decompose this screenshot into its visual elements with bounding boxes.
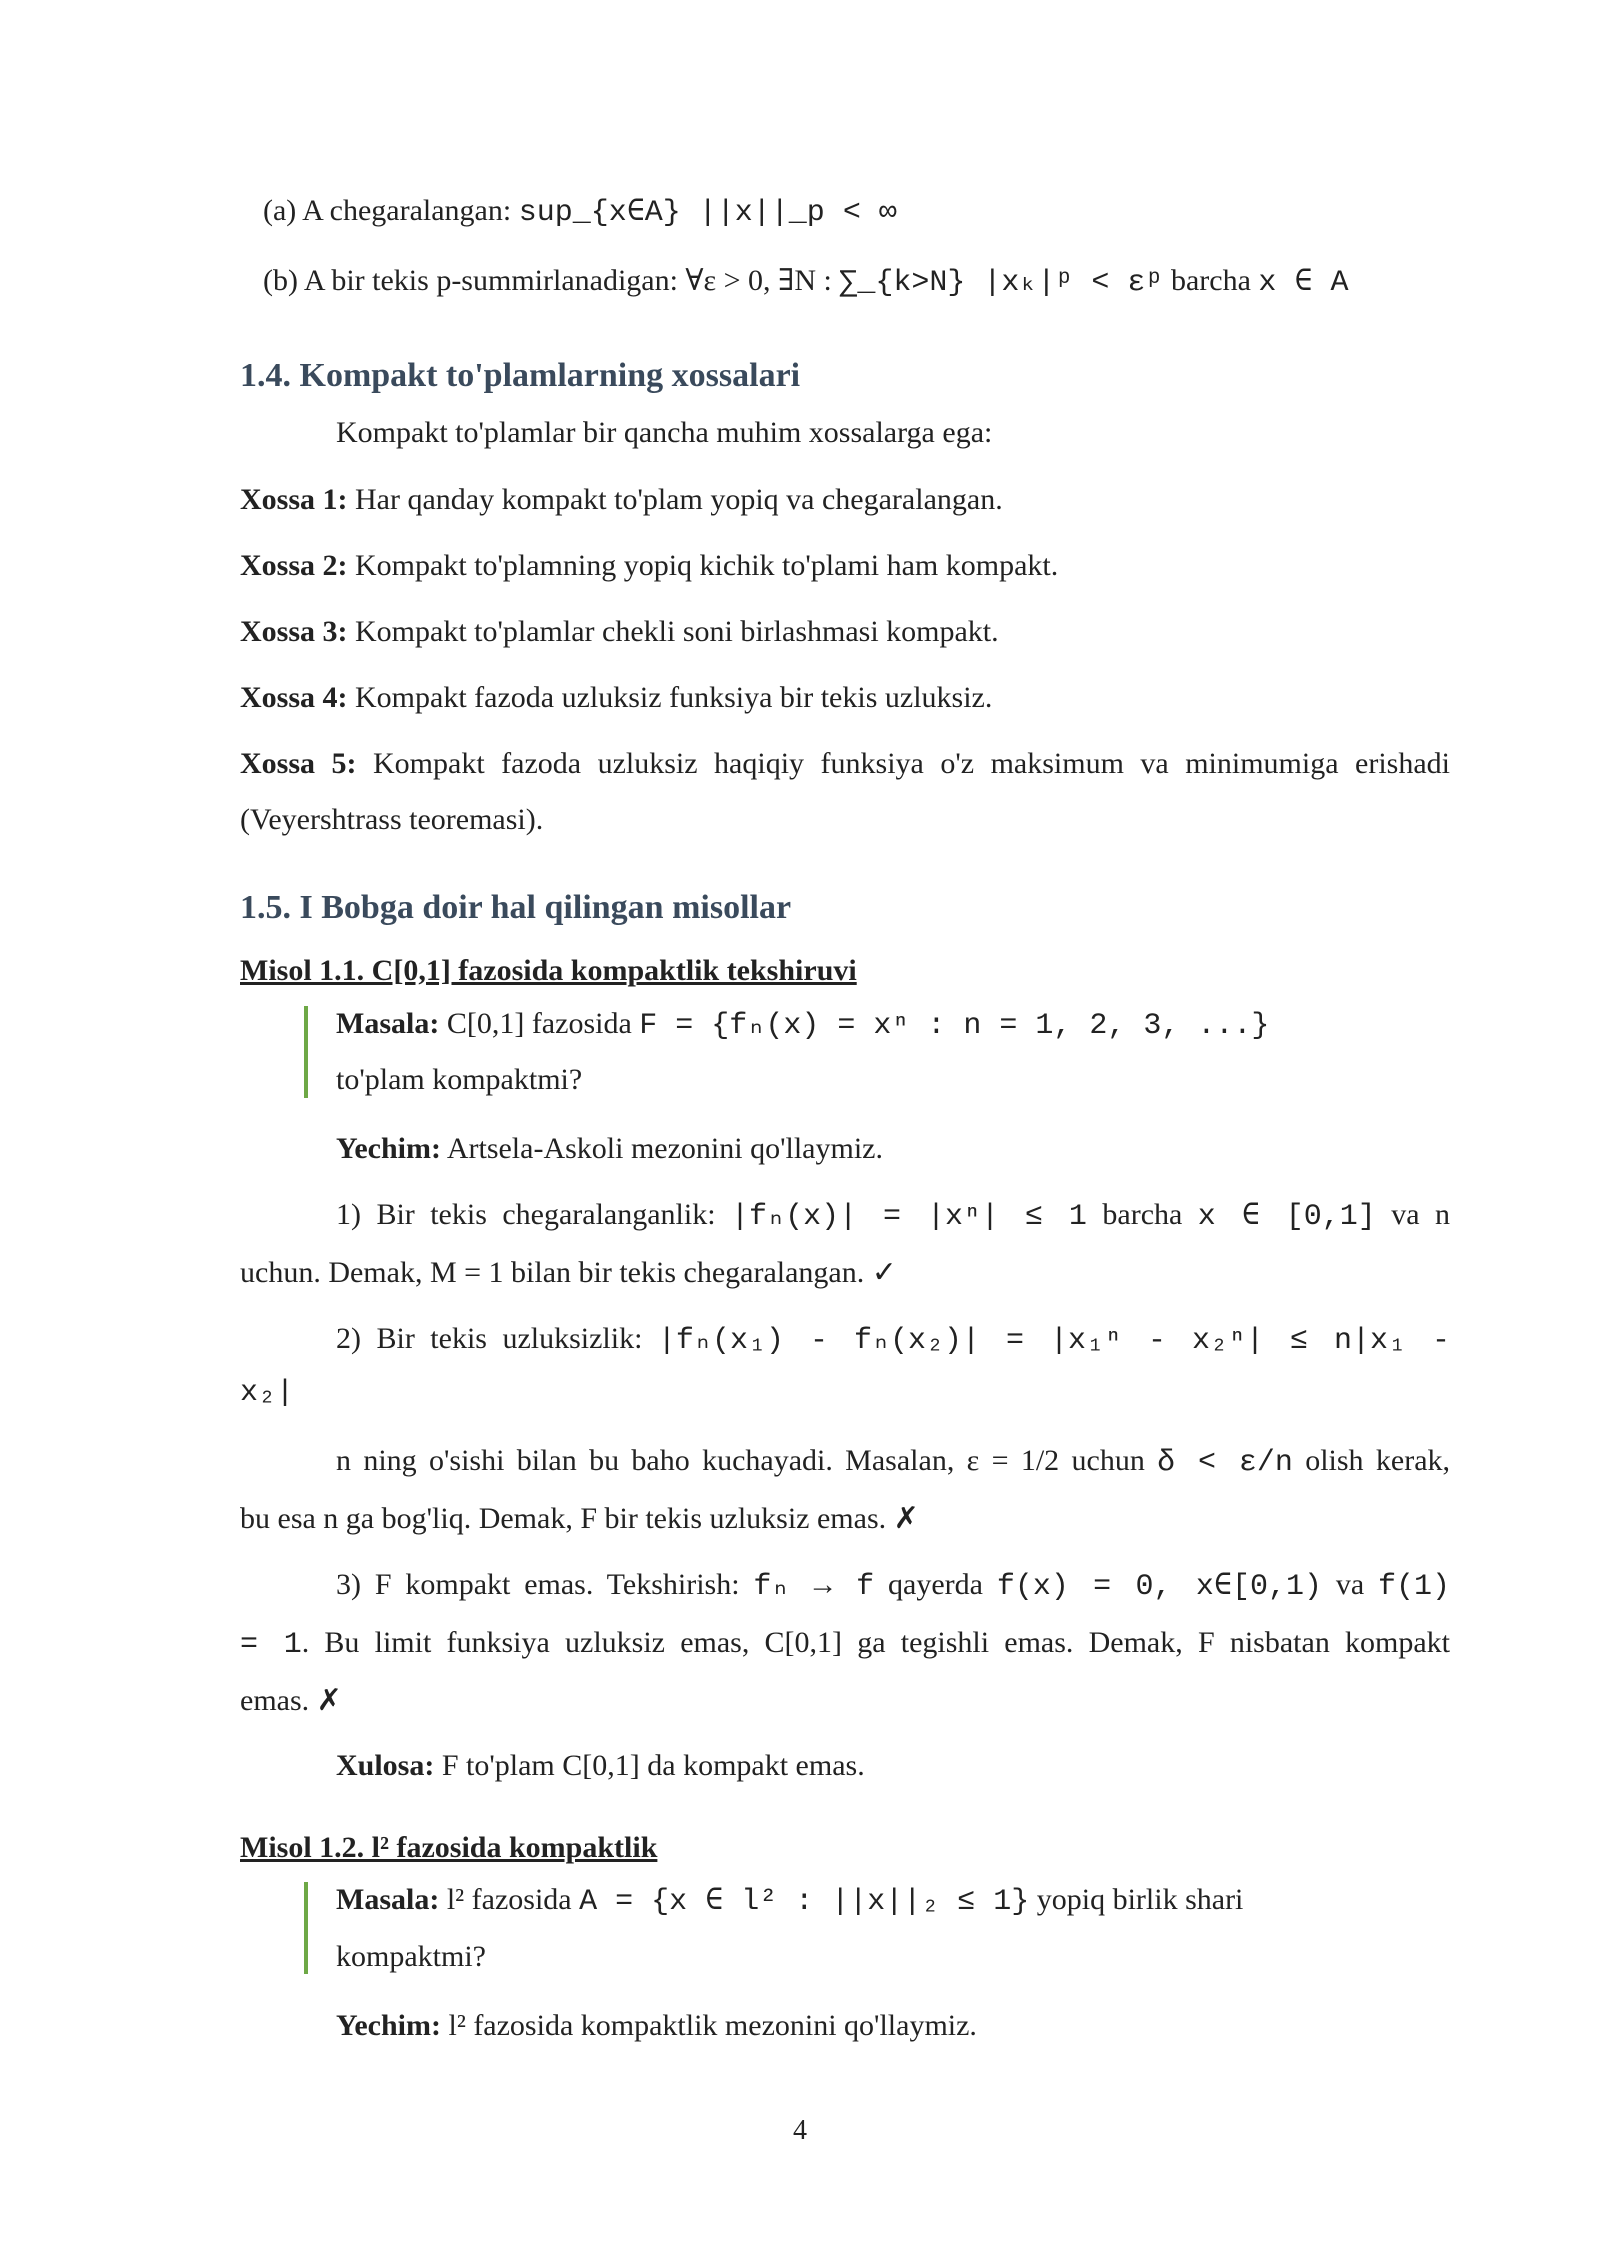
solution-text: l² fazosida kompaktlik mezonini qo'llaymiz. (440, 2009, 977, 2042)
step-2-continuation: x₂| (240, 1376, 295, 1410)
item-b-label: (b) A bir tekis p-summirlanadigan: ∀ε > 0, ∃N : (263, 264, 840, 297)
step-3-text: 3) F kompakt emas. Tekshirish: (336, 1568, 754, 1601)
example-2-problem (336, 1880, 1243, 1922)
problem-text: l² fazosida (439, 1883, 580, 1916)
conclusion-label: Xulosa: (336, 1749, 435, 1782)
property-4 (240, 678, 992, 718)
solution-label: Yechim: (336, 2009, 441, 2042)
property-text: Kompakt to'plamlar chekli soni birlashmasi kompakt. (347, 615, 999, 648)
step-1-text: 1) Bir tekis chegaralanganlik: (336, 1198, 732, 1231)
item-a-label: (a) A chegaralangan: (263, 194, 519, 227)
problem-label: Masala: (336, 1883, 440, 1916)
problem-formula: F = {fₙ(x) = xⁿ : n = 1, 2, 3, ...} (639, 1009, 1270, 1043)
property-text: Kompakt fazoda uzluksiz funksiya bir tekis uzluksiz. (347, 681, 993, 714)
step-2-remark-formula: δ < ε/n (1157, 1446, 1293, 1480)
step-2-remark-text: n ning o'sishi bilan bu baho kuchayadi. Masalan, ε = 1/2 uchun (336, 1444, 1158, 1477)
problem-label: Masala: (336, 1007, 440, 1040)
property-1 (240, 480, 1003, 520)
step-3-line2-formula: = 1 (240, 1628, 302, 1662)
property-label: Xossa 3: (240, 615, 348, 648)
step-3-formula3: f(1) (1377, 1570, 1450, 1604)
step-1 (336, 1195, 1450, 1237)
problem-accent-bar (304, 1006, 308, 1098)
step-3-formula2: f(x) = 0, x∈[0,1) (996, 1570, 1322, 1604)
example-2-title: Misol 1.2. l² fazosida kompaktlik (240, 1831, 658, 1864)
section-heading-1-5: 1.5. I Bobga doir hal qilingan misollar (240, 889, 792, 926)
step-2-remark (336, 1441, 1450, 1483)
step-3-continuation-2: emas. ✗ (240, 1684, 342, 1717)
step-2-formula: |fₙ(x₁) - fₙ(x₂)| = |x₁ⁿ - x₂ⁿ| ≤ n|x₁ - (657, 1324, 1450, 1358)
property-text: Kompakt to'plamning yopiq kichik to'plami ham kompakt. (347, 549, 1059, 582)
step-3-line2-text: . Bu limit funksiya uzluksiz emas, C[0,1] ga tegishli emas. Demak, F nisbatan kompakt (301, 1626, 1450, 1659)
example-1-conclusion (336, 1746, 865, 1786)
property-text: Kompakt fazoda uzluksiz haqiqiy funksiya o'z maksimum va minimumiga erishadi (356, 747, 1450, 780)
step-2 (336, 1319, 1450, 1361)
item-b-formula: ∑_{k>N} |xₖ|ᵖ < εᵖ (839, 266, 1164, 300)
problem-accent-bar (304, 1882, 308, 1974)
problem-formula: A = {x ∈ l² : ||x||₂ ≤ 1} (579, 1885, 1030, 1919)
problem-text: C[0,1] fazosida (439, 1007, 640, 1040)
step-3 (336, 1565, 1450, 1607)
step-3-mid: qayerda (874, 1568, 997, 1601)
step-2-text: 2) Bir tekis uzluksizlik: (336, 1322, 658, 1355)
step-2-remark-tail: olish kerak, (1292, 1444, 1451, 1477)
example-2-problem-continuation: kompaktmi? (336, 1940, 486, 1973)
item-b-tail: barcha (1163, 264, 1259, 297)
conclusion-text: F to'plam C[0,1] da kompakt emas. (434, 1749, 865, 1782)
property-label: Xossa 2: (240, 549, 348, 582)
problem-tail: yopiq birlik shari (1029, 1883, 1244, 1916)
property-2 (240, 546, 1058, 586)
solution-text: Artsela-Askoli mezonini qo'llaymiz. (440, 1132, 883, 1165)
property-label: Xossa 4: (240, 681, 348, 714)
step-2-remark-continuation: bu esa n ga bog'liq. Demak, F bir tekis uzluksiz emas. ✗ (240, 1502, 919, 1535)
example-1-problem-continuation: to'plam kompaktmi? (336, 1063, 583, 1096)
section-intro: Kompakt to'plamlar bir qancha muhim xossalarga ega: (336, 416, 993, 449)
step-3-mid2: va (1321, 1568, 1378, 1601)
step-3-formula: fₙ → f (753, 1570, 875, 1604)
item-a (263, 191, 897, 233)
item-b (263, 261, 1348, 303)
property-label: Xossa 1: (240, 483, 348, 516)
solution-label: Yechim: (336, 1132, 441, 1165)
section-heading-1-4: 1.4. Kompakt to'plamlarning xossalari (240, 357, 801, 394)
step-1-tail-formula: x ∈ [0,1] (1197, 1200, 1376, 1234)
example-1-title: Misol 1.1. C[0,1] fazosida kompaktlik tekshiruvi (240, 954, 857, 987)
property-label: Xossa 5: (240, 747, 357, 780)
step-3-continuation (240, 1623, 1450, 1665)
step-1-tail2: va n (1375, 1198, 1450, 1231)
item-b-tail-formula: x ∈ A (1258, 266, 1349, 300)
example-1-solution (336, 1129, 883, 1169)
example-2-solution (336, 2006, 977, 2046)
property-3 (240, 612, 999, 652)
item-a-formula: sup_{x∈A} ||x||_p < ∞ (518, 196, 897, 230)
step-1-continuation: uchun. Demak, M = 1 bilan bir tekis chegaralangan. ✓ (240, 1256, 897, 1289)
property-5-continuation: (Veyershtrass teoremasi). (240, 803, 544, 836)
step-1-tail: barcha (1086, 1198, 1198, 1231)
property-5 (240, 744, 1450, 784)
example-1-problem (336, 1004, 1269, 1046)
step-1-formula: |fₙ(x)| = |xⁿ| ≤ 1 (731, 1200, 1087, 1234)
property-text: Har qanday kompakt to'plam yopiq va chegaralangan. (347, 483, 1003, 516)
page-number: 4 (793, 2115, 807, 2146)
